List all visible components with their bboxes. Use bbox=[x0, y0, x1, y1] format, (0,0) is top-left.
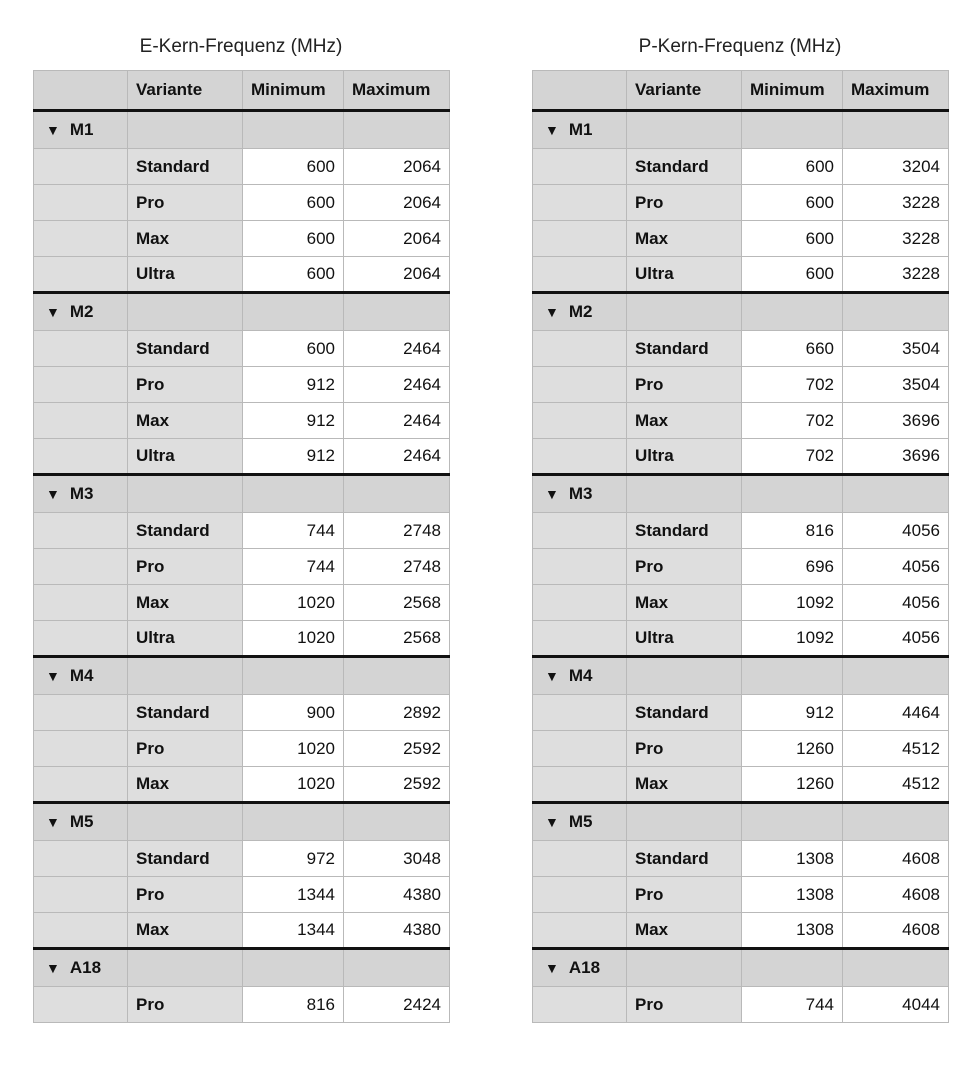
maximum-cell[interactable]: 4608 bbox=[843, 841, 949, 877]
group-empty-cell bbox=[742, 475, 843, 513]
group-empty-cell bbox=[128, 803, 243, 841]
group-name: M1 bbox=[69, 120, 94, 139]
group-empty-cell bbox=[627, 475, 742, 513]
table-row[interactable] bbox=[533, 257, 949, 293]
minimum-cell[interactable]: 600 bbox=[243, 257, 344, 293]
minimum-cell[interactable]: 1092 bbox=[742, 585, 843, 621]
group-name: M2 bbox=[568, 302, 593, 321]
row-stub-cell bbox=[533, 767, 627, 803]
minimum-cell[interactable]: 702 bbox=[742, 403, 843, 439]
minimum-cell[interactable]: 972 bbox=[243, 841, 344, 877]
maximum-cell[interactable]: 4380 bbox=[344, 913, 450, 949]
minimum-cell[interactable]: 1260 bbox=[742, 731, 843, 767]
group-empty-cell bbox=[344, 475, 450, 513]
minimum-cell[interactable]: 912 bbox=[243, 367, 344, 403]
variant-cell[interactable]: Pro bbox=[627, 731, 742, 767]
variant-cell[interactable]: Standard bbox=[627, 331, 742, 367]
minimum-cell[interactable]: 1308 bbox=[742, 913, 843, 949]
variant-cell[interactable]: Pro bbox=[128, 367, 243, 403]
group-name: M3 bbox=[69, 484, 94, 503]
header-group-column[interactable] bbox=[533, 71, 627, 111]
maximum-cell[interactable]: 4608 bbox=[843, 913, 949, 949]
table-row[interactable] bbox=[34, 221, 450, 257]
maximum-cell[interactable]: 4044 bbox=[843, 987, 949, 1023]
minimum-cell[interactable]: 816 bbox=[243, 987, 344, 1023]
variant-cell[interactable]: Max bbox=[627, 221, 742, 257]
variant-cell[interactable]: Max bbox=[627, 913, 742, 949]
group-name: M5 bbox=[69, 812, 94, 831]
row-stub-cell bbox=[34, 731, 128, 767]
header-group-column[interactable] bbox=[34, 71, 128, 111]
group-row-m2[interactable] bbox=[34, 293, 450, 331]
group-cell[interactable] bbox=[34, 949, 128, 987]
row-stub-cell bbox=[34, 185, 128, 221]
maximum-cell[interactable]: 4608 bbox=[843, 877, 949, 913]
minimum-cell[interactable]: 1344 bbox=[243, 913, 344, 949]
group-row-m1[interactable] bbox=[34, 111, 450, 149]
maximum-cell[interactable]: 2464 bbox=[344, 439, 450, 475]
e-core-frequency-panel bbox=[33, 30, 449, 1023]
row-stub-cell bbox=[34, 367, 128, 403]
minimum-cell[interactable]: 600 bbox=[243, 185, 344, 221]
variant-cell[interactable]: Standard bbox=[627, 695, 742, 731]
p-core-table-body bbox=[533, 111, 949, 1023]
minimum-cell[interactable]: 1308 bbox=[742, 877, 843, 913]
maximum-cell[interactable]: 4464 bbox=[843, 695, 949, 731]
group-row-a18[interactable] bbox=[34, 949, 450, 987]
maximum-cell[interactable]: 4056 bbox=[843, 513, 949, 549]
p-core-frequency-panel bbox=[532, 30, 948, 1023]
maximum-cell[interactable]: 2464 bbox=[344, 331, 450, 367]
table-row[interactable] bbox=[533, 913, 949, 949]
maximum-cell[interactable]: 2464 bbox=[344, 403, 450, 439]
group-empty-cell bbox=[843, 111, 949, 149]
minimum-cell[interactable]: 702 bbox=[742, 439, 843, 475]
header-variant[interactable]: Variante bbox=[627, 71, 742, 111]
group-empty-cell bbox=[742, 657, 843, 695]
disclosure-triangle-icon[interactable]: ▼ bbox=[46, 304, 60, 320]
maximum-cell[interactable]: 2748 bbox=[344, 513, 450, 549]
table-row[interactable] bbox=[34, 439, 450, 475]
group-row-m4[interactable] bbox=[34, 657, 450, 695]
maximum-cell[interactable]: 2424 bbox=[344, 987, 450, 1023]
minimum-cell[interactable]: 1092 bbox=[742, 621, 843, 657]
row-stub-cell bbox=[533, 987, 627, 1023]
variant-cell[interactable]: Pro bbox=[128, 185, 243, 221]
maximum-cell[interactable]: 2064 bbox=[344, 221, 450, 257]
row-stub-cell bbox=[34, 257, 128, 293]
group-empty-cell bbox=[627, 657, 742, 695]
maximum-cell[interactable]: 4056 bbox=[843, 585, 949, 621]
row-stub-cell bbox=[34, 439, 128, 475]
group-row-m5[interactable] bbox=[533, 803, 949, 841]
maximum-cell[interactable]: 2464 bbox=[344, 367, 450, 403]
row-stub-cell bbox=[34, 549, 128, 585]
group-empty-cell bbox=[128, 657, 243, 695]
maximum-cell[interactable]: 2064 bbox=[344, 185, 450, 221]
group-name: M4 bbox=[568, 666, 593, 685]
minimum-cell[interactable]: 1260 bbox=[742, 767, 843, 803]
group-empty-cell bbox=[243, 293, 344, 331]
table-row[interactable] bbox=[34, 841, 450, 877]
group-empty-cell bbox=[344, 111, 450, 149]
group-empty-cell bbox=[128, 293, 243, 331]
table-row[interactable] bbox=[34, 513, 450, 549]
group-empty-cell bbox=[742, 111, 843, 149]
variant-cell[interactable]: Pro bbox=[627, 367, 742, 403]
group-empty-cell bbox=[843, 657, 949, 695]
table-row[interactable] bbox=[34, 621, 450, 657]
group-name: A18 bbox=[568, 958, 601, 977]
table-row[interactable] bbox=[533, 403, 949, 439]
variant-cell[interactable]: Pro bbox=[128, 987, 243, 1023]
group-empty-cell bbox=[843, 949, 949, 987]
group-empty-cell bbox=[742, 293, 843, 331]
variant-cell[interactable]: Ultra bbox=[627, 621, 742, 657]
row-stub-cell bbox=[34, 621, 128, 657]
row-stub-cell bbox=[533, 731, 627, 767]
group-name: M2 bbox=[69, 302, 94, 321]
variant-cell[interactable]: Standard bbox=[128, 841, 243, 877]
header-row bbox=[533, 71, 949, 111]
row-stub-cell bbox=[533, 585, 627, 621]
maximum-cell[interactable]: 2748 bbox=[344, 549, 450, 585]
maximum-cell[interactable]: 3696 bbox=[843, 439, 949, 475]
maximum-cell[interactable]: 3048 bbox=[344, 841, 450, 877]
disclosure-triangle-icon[interactable]: ▼ bbox=[46, 668, 60, 684]
table-row[interactable] bbox=[533, 987, 949, 1023]
table-row[interactable] bbox=[34, 877, 450, 913]
maximum-cell[interactable]: 4380 bbox=[344, 877, 450, 913]
header-minimum[interactable]: Minimum bbox=[243, 71, 344, 111]
maximum-cell[interactable]: 2568 bbox=[344, 585, 450, 621]
p-core-frequency-table bbox=[532, 70, 949, 1023]
variant-cell[interactable]: Ultra bbox=[627, 439, 742, 475]
row-stub-cell bbox=[34, 695, 128, 731]
e-core-frequency-table bbox=[33, 70, 450, 1023]
minimum-cell[interactable]: 1308 bbox=[742, 841, 843, 877]
e-core-table-body bbox=[34, 111, 450, 1023]
group-name: M4 bbox=[69, 666, 94, 685]
group-empty-cell bbox=[344, 803, 450, 841]
minimum-cell[interactable]: 600 bbox=[742, 149, 843, 185]
variant-cell[interactable]: Pro bbox=[128, 549, 243, 585]
group-empty-cell bbox=[843, 475, 949, 513]
minimum-cell[interactable]: 600 bbox=[243, 221, 344, 257]
maximum-cell[interactable]: 3504 bbox=[843, 331, 949, 367]
minimum-cell[interactable]: 1020 bbox=[243, 767, 344, 803]
p-core-table-title: P-Kern-Frequenz (MHz) bbox=[638, 36, 842, 57]
row-stub-cell bbox=[533, 403, 627, 439]
disclosure-triangle-icon[interactable]: ▼ bbox=[545, 122, 559, 138]
table-row[interactable] bbox=[34, 767, 450, 803]
group-empty-cell bbox=[627, 111, 742, 149]
minimum-cell[interactable]: 1020 bbox=[243, 731, 344, 767]
minimum-cell[interactable]: 816 bbox=[742, 513, 843, 549]
variant-cell[interactable]: Standard bbox=[128, 331, 243, 367]
table-row[interactable] bbox=[34, 257, 450, 293]
maximum-cell[interactable]: 2592 bbox=[344, 767, 450, 803]
variant-cell[interactable]: Pro bbox=[128, 731, 243, 767]
row-stub-cell bbox=[533, 257, 627, 293]
table-row[interactable] bbox=[533, 513, 949, 549]
minimum-cell[interactable]: 912 bbox=[742, 695, 843, 731]
maximum-cell[interactable]: 2592 bbox=[344, 731, 450, 767]
maximum-cell[interactable]: 4512 bbox=[843, 767, 949, 803]
table-row[interactable] bbox=[34, 403, 450, 439]
variant-cell[interactable]: Standard bbox=[128, 149, 243, 185]
maximum-cell[interactable]: 4512 bbox=[843, 731, 949, 767]
row-stub-cell bbox=[533, 439, 627, 475]
group-cell[interactable] bbox=[533, 111, 627, 149]
disclosure-triangle-icon[interactable]: ▼ bbox=[545, 668, 559, 684]
disclosure-triangle-icon[interactable]: ▼ bbox=[46, 814, 60, 830]
row-stub-cell bbox=[34, 403, 128, 439]
minimum-cell[interactable]: 900 bbox=[243, 695, 344, 731]
minimum-cell[interactable]: 660 bbox=[742, 331, 843, 367]
group-row-m4[interactable] bbox=[533, 657, 949, 695]
row-stub-cell bbox=[34, 513, 128, 549]
table-row[interactable] bbox=[533, 149, 949, 185]
minimum-cell[interactable]: 600 bbox=[243, 149, 344, 185]
row-stub-cell bbox=[34, 877, 128, 913]
row-stub-cell bbox=[533, 877, 627, 913]
variant-cell[interactable]: Max bbox=[627, 767, 742, 803]
variant-cell[interactable]: Ultra bbox=[128, 621, 243, 657]
variant-cell[interactable]: Max bbox=[128, 767, 243, 803]
variant-cell[interactable]: Ultra bbox=[627, 257, 742, 293]
row-stub-cell bbox=[34, 149, 128, 185]
group-row-a18[interactable] bbox=[533, 949, 949, 987]
minimum-cell[interactable]: 744 bbox=[243, 513, 344, 549]
group-row-m1[interactable] bbox=[533, 111, 949, 149]
group-empty-cell bbox=[843, 293, 949, 331]
group-empty-cell bbox=[742, 949, 843, 987]
maximum-cell[interactable]: 2064 bbox=[344, 149, 450, 185]
group-cell[interactable] bbox=[34, 111, 128, 149]
minimum-cell[interactable]: 912 bbox=[243, 403, 344, 439]
variant-cell[interactable]: Pro bbox=[627, 549, 742, 585]
group-name: M1 bbox=[568, 120, 593, 139]
group-name: M3 bbox=[568, 484, 593, 503]
variant-cell[interactable]: Standard bbox=[627, 513, 742, 549]
minimum-cell[interactable]: 1344 bbox=[243, 877, 344, 913]
variant-cell[interactable]: Standard bbox=[627, 149, 742, 185]
table-row[interactable] bbox=[34, 913, 450, 949]
header-minimum[interactable]: Minimum bbox=[742, 71, 843, 111]
maximum-cell[interactable]: 4056 bbox=[843, 549, 949, 585]
group-empty-cell bbox=[344, 949, 450, 987]
disclosure-triangle-icon[interactable]: ▼ bbox=[545, 304, 559, 320]
table-row[interactable] bbox=[34, 549, 450, 585]
row-stub-cell bbox=[533, 549, 627, 585]
minimum-cell[interactable]: 600 bbox=[742, 185, 843, 221]
header-row bbox=[34, 71, 450, 111]
table-row[interactable] bbox=[533, 367, 949, 403]
variant-cell[interactable]: Pro bbox=[128, 877, 243, 913]
minimum-cell[interactable]: 696 bbox=[742, 549, 843, 585]
row-stub-cell bbox=[533, 695, 627, 731]
variant-cell[interactable]: Ultra bbox=[128, 257, 243, 293]
disclosure-triangle-icon[interactable]: ▼ bbox=[46, 486, 60, 502]
table-row[interactable] bbox=[533, 221, 949, 257]
disclosure-triangle-icon[interactable]: ▼ bbox=[545, 814, 559, 830]
disclosure-triangle-icon[interactable]: ▼ bbox=[545, 486, 559, 502]
row-stub-cell bbox=[34, 987, 128, 1023]
maximum-cell[interactable]: 3228 bbox=[843, 257, 949, 293]
row-stub-cell bbox=[533, 221, 627, 257]
table-row[interactable] bbox=[34, 731, 450, 767]
group-cell[interactable] bbox=[533, 949, 627, 987]
group-name: A18 bbox=[69, 958, 102, 977]
group-empty-cell bbox=[243, 803, 344, 841]
group-empty-cell bbox=[742, 803, 843, 841]
group-cell[interactable] bbox=[533, 293, 627, 331]
group-row-m2[interactable] bbox=[533, 293, 949, 331]
maximum-cell[interactable]: 3696 bbox=[843, 403, 949, 439]
group-cell[interactable] bbox=[34, 803, 128, 841]
row-stub-cell bbox=[533, 913, 627, 949]
group-empty-cell bbox=[627, 803, 742, 841]
table-row[interactable] bbox=[34, 185, 450, 221]
minimum-cell[interactable]: 744 bbox=[742, 987, 843, 1023]
table-row[interactable] bbox=[533, 549, 949, 585]
variant-cell[interactable]: Max bbox=[627, 585, 742, 621]
group-empty-cell bbox=[243, 111, 344, 149]
minimum-cell[interactable]: 744 bbox=[243, 549, 344, 585]
group-empty-cell bbox=[843, 803, 949, 841]
row-stub-cell bbox=[34, 221, 128, 257]
maximum-cell[interactable]: 4056 bbox=[843, 621, 949, 657]
minimum-cell[interactable]: 702 bbox=[742, 367, 843, 403]
e-core-table-title: E-Kern-Frequenz (MHz) bbox=[139, 36, 343, 57]
maximum-cell[interactable]: 2064 bbox=[344, 257, 450, 293]
table-row[interactable] bbox=[533, 731, 949, 767]
group-empty-cell bbox=[128, 949, 243, 987]
maximum-cell[interactable]: 3228 bbox=[843, 221, 949, 257]
variant-cell[interactable]: Standard bbox=[128, 695, 243, 731]
row-stub-cell bbox=[34, 585, 128, 621]
group-name: M5 bbox=[568, 812, 593, 831]
table-row[interactable] bbox=[34, 987, 450, 1023]
group-cell[interactable] bbox=[533, 475, 627, 513]
variant-cell[interactable]: Standard bbox=[627, 841, 742, 877]
row-stub-cell bbox=[34, 841, 128, 877]
table-row[interactable] bbox=[34, 149, 450, 185]
table-row[interactable] bbox=[533, 695, 949, 731]
minimum-cell[interactable]: 600 bbox=[742, 257, 843, 293]
variant-cell[interactable]: Pro bbox=[627, 877, 742, 913]
header-maximum[interactable]: Maximum bbox=[843, 71, 949, 111]
row-stub-cell bbox=[533, 367, 627, 403]
table-row[interactable] bbox=[533, 767, 949, 803]
table-row[interactable] bbox=[533, 331, 949, 367]
table-row[interactable] bbox=[533, 621, 949, 657]
variant-cell[interactable]: Max bbox=[128, 585, 243, 621]
disclosure-triangle-icon[interactable]: ▼ bbox=[46, 960, 60, 976]
table-row[interactable] bbox=[34, 695, 450, 731]
group-empty-cell bbox=[627, 949, 742, 987]
row-stub-cell bbox=[533, 185, 627, 221]
maximum-cell[interactable]: 3504 bbox=[843, 367, 949, 403]
disclosure-triangle-icon[interactable]: ▼ bbox=[46, 122, 60, 138]
variant-cell[interactable]: Standard bbox=[128, 513, 243, 549]
table-row[interactable] bbox=[34, 367, 450, 403]
group-cell[interactable] bbox=[34, 657, 128, 695]
variant-cell[interactable]: Max bbox=[627, 403, 742, 439]
variant-cell[interactable]: Ultra bbox=[128, 439, 243, 475]
header-variant[interactable]: Variante bbox=[128, 71, 243, 111]
group-empty-cell bbox=[243, 657, 344, 695]
variant-cell[interactable]: Max bbox=[128, 403, 243, 439]
minimum-cell[interactable]: 600 bbox=[243, 331, 344, 367]
minimum-cell[interactable]: 1020 bbox=[243, 621, 344, 657]
group-cell[interactable] bbox=[533, 657, 627, 695]
row-stub-cell bbox=[533, 513, 627, 549]
table-row[interactable] bbox=[533, 185, 949, 221]
table-row[interactable] bbox=[533, 877, 949, 913]
group-row-m3[interactable] bbox=[34, 475, 450, 513]
row-stub-cell bbox=[34, 331, 128, 367]
group-row-m3[interactable] bbox=[533, 475, 949, 513]
table-row[interactable] bbox=[34, 585, 450, 621]
row-stub-cell bbox=[34, 767, 128, 803]
table-row[interactable] bbox=[34, 331, 450, 367]
row-stub-cell bbox=[533, 621, 627, 657]
row-stub-cell bbox=[533, 331, 627, 367]
group-empty-cell bbox=[344, 293, 450, 331]
variant-cell[interactable]: Pro bbox=[627, 185, 742, 221]
variant-cell[interactable]: Max bbox=[128, 221, 243, 257]
variant-cell[interactable]: Max bbox=[128, 913, 243, 949]
group-empty-cell bbox=[243, 949, 344, 987]
minimum-cell[interactable]: 912 bbox=[243, 439, 344, 475]
row-stub-cell bbox=[34, 913, 128, 949]
group-empty-cell bbox=[627, 293, 742, 331]
group-cell[interactable] bbox=[34, 475, 128, 513]
disclosure-triangle-icon[interactable]: ▼ bbox=[545, 960, 559, 976]
maximum-cell[interactable]: 3204 bbox=[843, 149, 949, 185]
table-row[interactable] bbox=[533, 439, 949, 475]
group-row-m5[interactable] bbox=[34, 803, 450, 841]
group-empty-cell bbox=[128, 111, 243, 149]
minimum-cell[interactable]: 600 bbox=[742, 221, 843, 257]
group-empty-cell bbox=[128, 475, 243, 513]
table-row[interactable] bbox=[533, 841, 949, 877]
group-cell[interactable] bbox=[533, 803, 627, 841]
variant-cell[interactable]: Pro bbox=[627, 987, 742, 1023]
minimum-cell[interactable]: 1020 bbox=[243, 585, 344, 621]
maximum-cell[interactable]: 2892 bbox=[344, 695, 450, 731]
maximum-cell[interactable]: 2568 bbox=[344, 621, 450, 657]
row-stub-cell bbox=[533, 149, 627, 185]
header-maximum[interactable]: Maximum bbox=[344, 71, 450, 111]
row-stub-cell bbox=[533, 841, 627, 877]
maximum-cell[interactable]: 3228 bbox=[843, 185, 949, 221]
group-empty-cell bbox=[243, 475, 344, 513]
group-empty-cell bbox=[344, 657, 450, 695]
group-cell[interactable] bbox=[34, 293, 128, 331]
table-row[interactable] bbox=[533, 585, 949, 621]
